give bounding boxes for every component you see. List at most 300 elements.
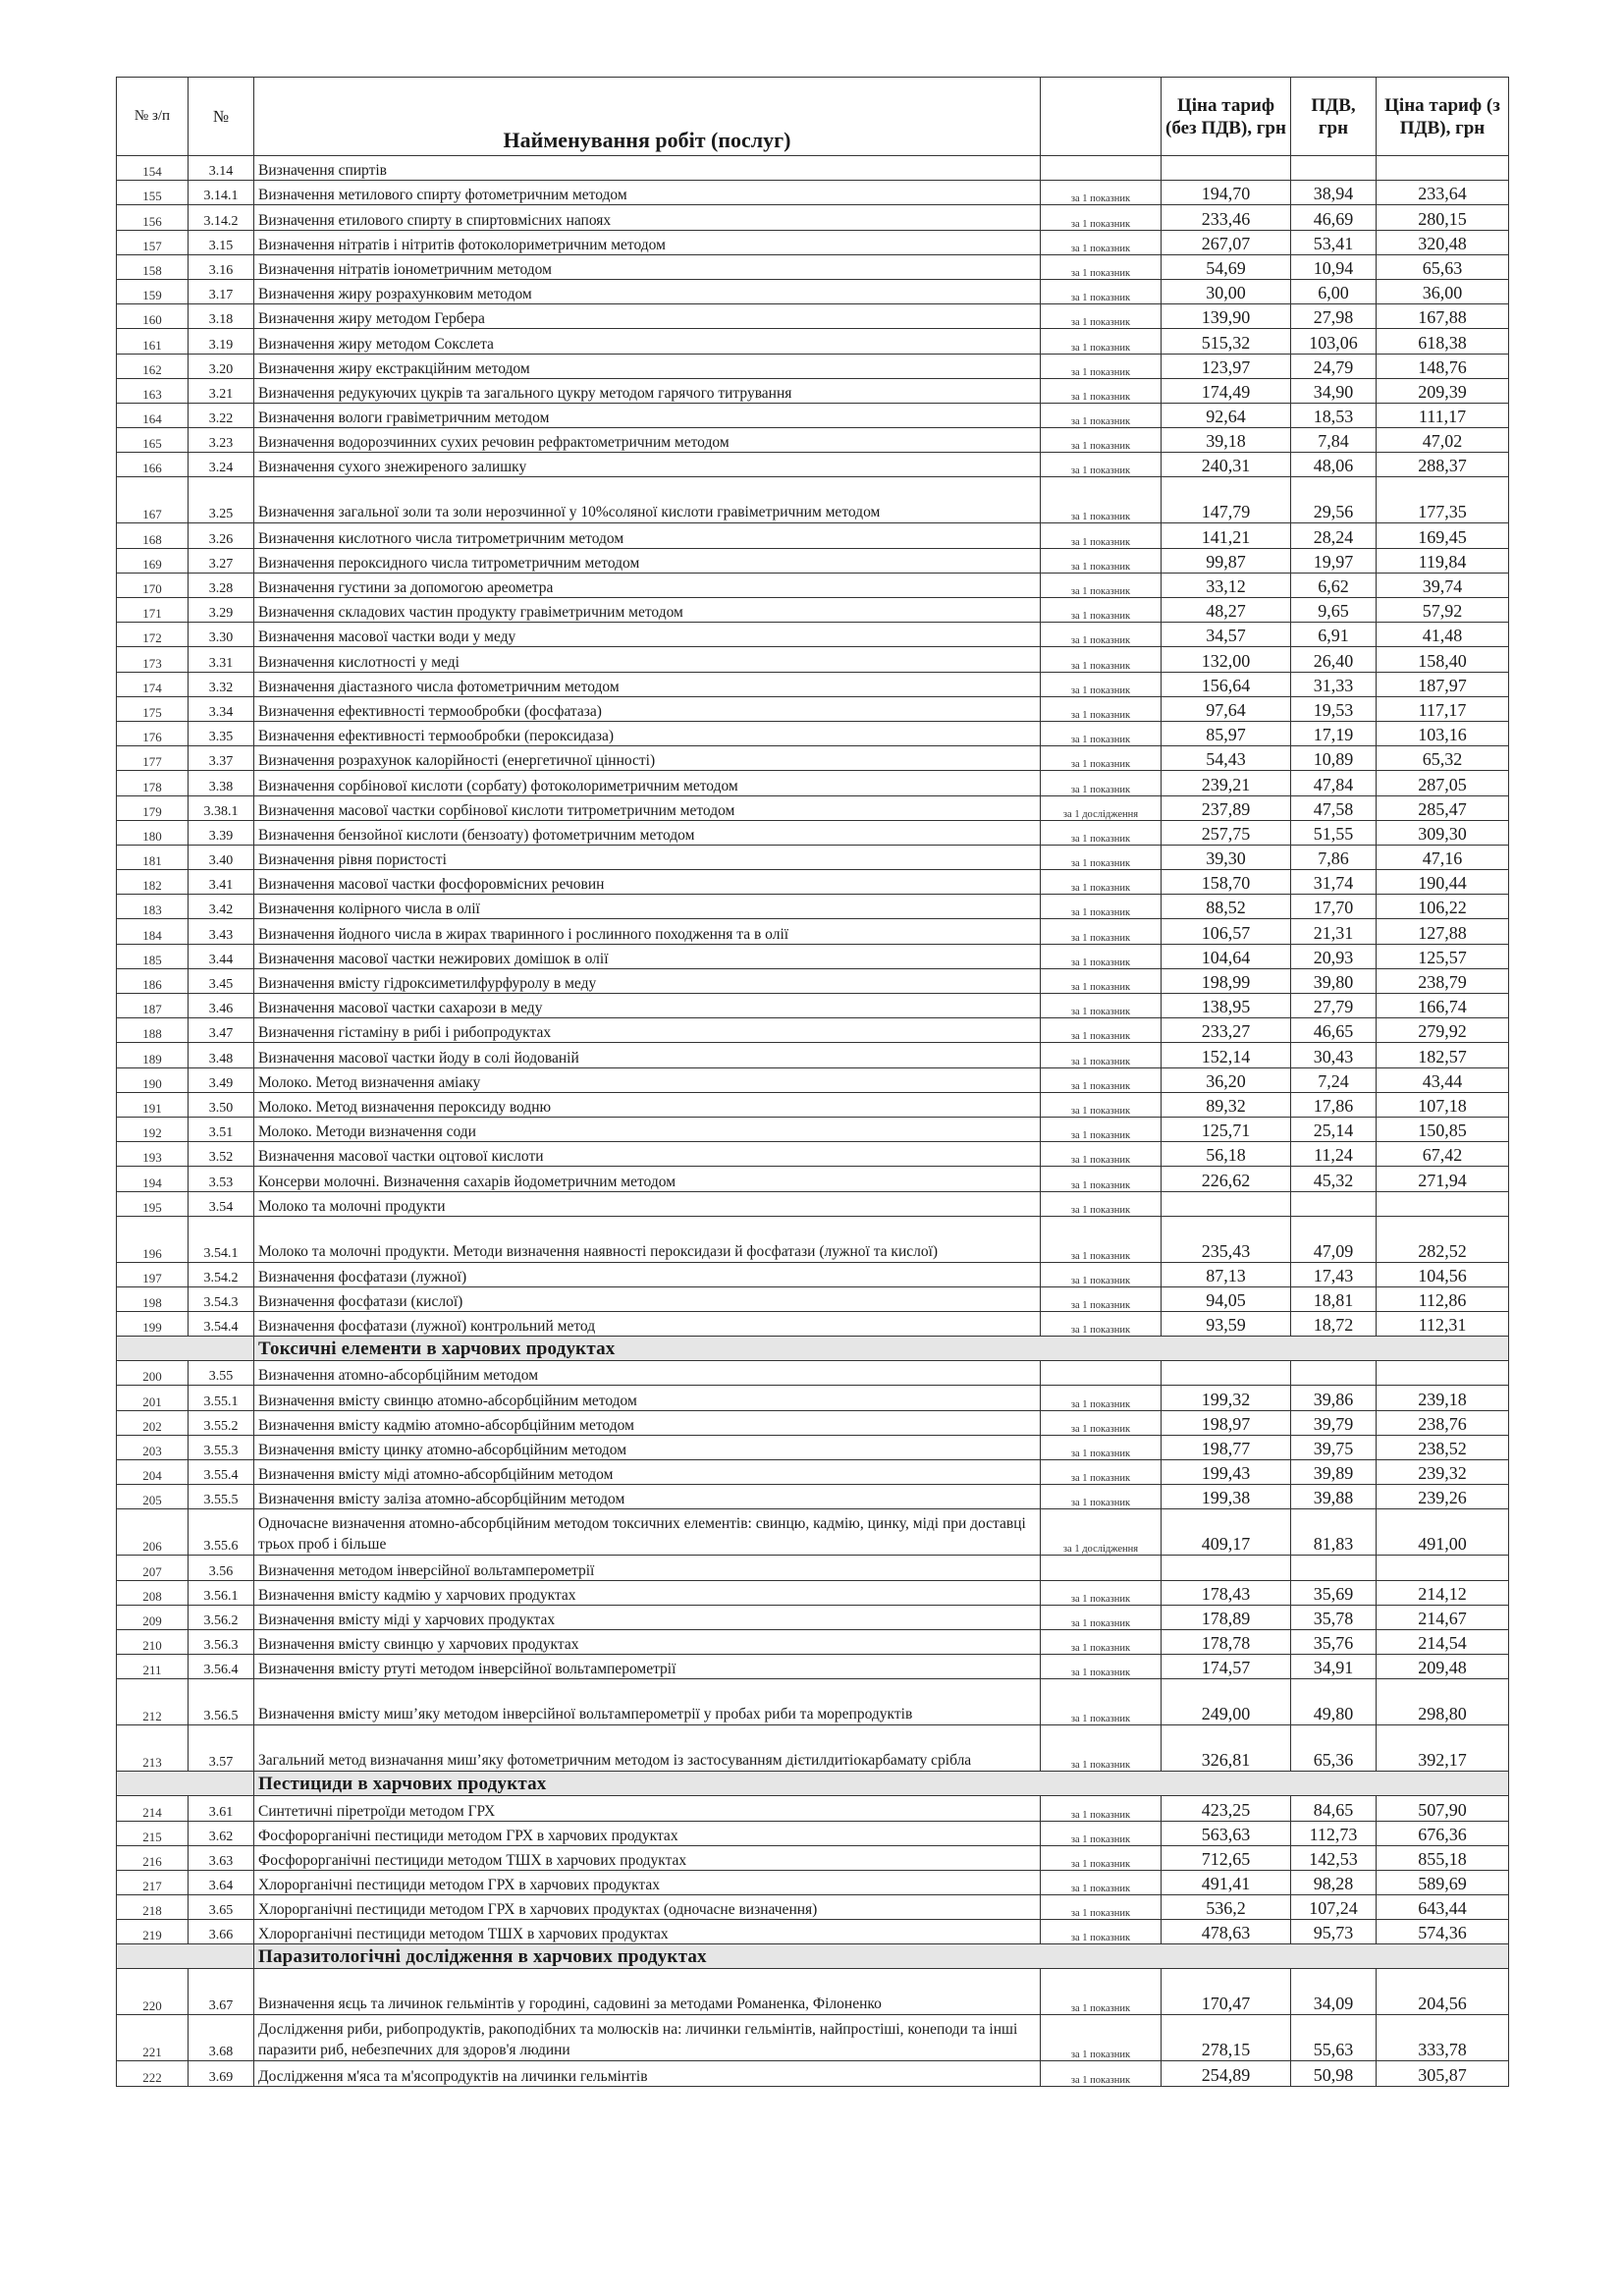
cell-price-no-vat: 99,87	[1162, 548, 1291, 573]
cell-price-with-vat: 166,74	[1377, 994, 1509, 1018]
cell-row-number: 198	[117, 1286, 189, 1311]
cell-row-number: 211	[117, 1655, 189, 1679]
cell-vat: 39,86	[1291, 1386, 1377, 1410]
cell-price-no-vat: 56,18	[1162, 1142, 1291, 1167]
cell-unit: за 1 показник	[1041, 1018, 1162, 1043]
cell-price-no-vat: 198,99	[1162, 968, 1291, 993]
cell-code: 3.34	[189, 696, 254, 721]
cell-vat: 10,94	[1291, 254, 1377, 279]
cell-price-no-vat: 34,57	[1162, 623, 1291, 647]
cell-unit: за 1 показник	[1041, 2015, 1162, 2061]
cell-vat	[1291, 156, 1377, 181]
table-row	[117, 1920, 1509, 1944]
cell-service-name: Визначення масової частки сорбінової кислоти титрометричним методом	[254, 795, 1041, 820]
cell-vat: 38,94	[1291, 181, 1377, 205]
cell-price-no-vat: 409,17	[1162, 1509, 1291, 1556]
cell-row-number: 167	[117, 477, 189, 523]
cell-price-no-vat: 54,43	[1162, 746, 1291, 771]
cell-price-with-vat: 676,36	[1377, 1821, 1509, 1845]
cell-code: 3.55.3	[189, 1435, 254, 1459]
cell-row-number: 186	[117, 968, 189, 993]
cell-code: 3.55.2	[189, 1410, 254, 1435]
cell-vat: 6,91	[1291, 623, 1377, 647]
table-row	[117, 1485, 1509, 1509]
cell-unit: за 1 показник	[1041, 944, 1162, 968]
cell-row-number: 208	[117, 1580, 189, 1605]
cell-service-name: Визначення сорбінової кислоти (сорбату) фотоколориметричним методом	[254, 771, 1041, 795]
cell-code: 3.53	[189, 1167, 254, 1191]
table-row	[117, 1845, 1509, 1870]
cell-row-number: 162	[117, 354, 189, 378]
cell-price-with-vat: 507,90	[1377, 1796, 1509, 1821]
cell-service-name: Молоко та молочні продукти. Методи визначення наявності пероксидази й фосфатази (лужної та кислої)	[254, 1216, 1041, 1262]
cell-vat: 35,78	[1291, 1605, 1377, 1629]
cell-price-no-vat: 267,07	[1162, 230, 1291, 254]
cell-code: 3.39	[189, 820, 254, 845]
cell-row-number: 218	[117, 1895, 189, 1920]
section-spacer	[117, 1944, 254, 1969]
cell-vat: 51,55	[1291, 820, 1377, 845]
cell-price-with-vat	[1377, 1361, 1509, 1386]
cell-service-name: Визначення жиру методом Гербера	[254, 304, 1041, 329]
cell-price-no-vat: 39,18	[1162, 428, 1291, 453]
cell-service-name: Визначення спиртів	[254, 156, 1041, 181]
cell-service-name: Дослідження риби, рибопродуктів, ракоподібних та молюсків на: личинки гельмінтів, найпростіші, конеподи та інші паразити риб, небезпечних для здоров'я людини	[254, 2015, 1041, 2061]
cell-service-name: Молоко. Методи визначення соди	[254, 1117, 1041, 1141]
table-row	[117, 647, 1509, 672]
cell-price-with-vat: 41,48	[1377, 623, 1509, 647]
cell-code: 3.56.5	[189, 1679, 254, 1725]
cell-unit: за 1 показник	[1041, 378, 1162, 403]
table-row	[117, 1679, 1509, 1725]
cell-unit: за 1 показник	[1041, 1895, 1162, 1920]
cell-row-number: 202	[117, 1410, 189, 1435]
cell-service-name: Визначення нітратів іонометричним методом	[254, 254, 1041, 279]
cell-price-with-vat: 643,44	[1377, 1895, 1509, 1920]
cell-code: 3.67	[189, 1969, 254, 2015]
cell-row-number: 207	[117, 1556, 189, 1580]
cell-row-number: 177	[117, 746, 189, 771]
cell-service-name: Визначення густини за допомогою ареометра	[254, 573, 1041, 597]
cell-unit: за 1 показник	[1041, 1312, 1162, 1337]
cell-price-no-vat: 125,71	[1162, 1117, 1291, 1141]
cell-unit: за 1 показник	[1041, 254, 1162, 279]
cell-row-number: 182	[117, 870, 189, 895]
cell-price-with-vat: 204,56	[1377, 1969, 1509, 2015]
cell-unit: за 1 показник	[1041, 598, 1162, 623]
cell-service-name: Визначення колірного числа в олії	[254, 895, 1041, 919]
cell-price-no-vat: 97,64	[1162, 696, 1291, 721]
cell-price-no-vat: 132,00	[1162, 647, 1291, 672]
cell-service-name: Синтетичні піретроїди методом ГРХ	[254, 1796, 1041, 1821]
cell-unit: за 1 показник	[1041, 453, 1162, 477]
cell-price-no-vat: 89,32	[1162, 1092, 1291, 1117]
cell-row-number: 166	[117, 453, 189, 477]
cell-vat: 19,53	[1291, 696, 1377, 721]
cell-code: 3.26	[189, 523, 254, 548]
cell-service-name: Визначення жиру методом Сокслета	[254, 329, 1041, 354]
cell-unit: за 1 показник	[1041, 1067, 1162, 1092]
cell-price-no-vat: 87,13	[1162, 1262, 1291, 1286]
cell-code: 3.62	[189, 1821, 254, 1845]
cell-unit: за 1 показник	[1041, 1386, 1162, 1410]
cell-service-name: Визначення вмісту миш’яку методом інверсійної вольтамперометрії у пробах риби та морепродуктів	[254, 1679, 1041, 1725]
cell-unit: за 1 показник	[1041, 1191, 1162, 1216]
cell-service-name: Консерви молочні. Визначення сахарів йодометричним методом	[254, 1167, 1041, 1191]
cell-vat: 7,24	[1291, 1067, 1377, 1092]
cell-code: 3.40	[189, 845, 254, 869]
cell-service-name: Визначення розрахунок калорійності (енергетичної цінності)	[254, 746, 1041, 771]
table-row	[117, 1386, 1509, 1410]
cell-service-name: Молоко. Метод визначення пероксиду водню	[254, 1092, 1041, 1117]
table-row	[117, 1361, 1509, 1386]
cell-price-no-vat: 278,15	[1162, 2015, 1291, 2061]
cell-row-number: 213	[117, 1725, 189, 1772]
cell-row-number: 220	[117, 1969, 189, 2015]
cell-unit: за 1 дослідження	[1041, 795, 1162, 820]
cell-code: 3.43	[189, 919, 254, 944]
cell-unit: за 1 показник	[1041, 1605, 1162, 1629]
cell-code: 3.50	[189, 1092, 254, 1117]
cell-row-number: 165	[117, 428, 189, 453]
cell-price-no-vat: 257,75	[1162, 820, 1291, 845]
cell-row-number: 170	[117, 573, 189, 597]
cell-price-with-vat: 65,32	[1377, 746, 1509, 771]
cell-service-name: Визначення масової частки оцтової кислоти	[254, 1142, 1041, 1167]
cell-unit: за 1 показник	[1041, 2061, 1162, 2086]
cell-vat: 98,28	[1291, 1870, 1377, 1894]
cell-price-no-vat: 147,79	[1162, 477, 1291, 523]
cell-service-name: Визначення масової частки йоду в солі йодованій	[254, 1043, 1041, 1067]
table-row	[117, 1969, 1509, 2015]
cell-price-no-vat: 491,41	[1162, 1870, 1291, 1894]
cell-service-name: Визначення жиру розрахунковим методом	[254, 279, 1041, 303]
cell-price-no-vat: 174,49	[1162, 378, 1291, 403]
cell-service-name: Дослідження м'яса та м'ясопродуктів на личинки гельмінтів	[254, 2061, 1041, 2086]
table-row	[117, 1067, 1509, 1092]
cell-service-name: Визначення йодного числа в жирах тваринного і рослинного походження та в олії	[254, 919, 1041, 944]
cell-code: 3.66	[189, 1920, 254, 1944]
table-row	[117, 1312, 1509, 1337]
cell-row-number: 169	[117, 548, 189, 573]
cell-vat: 17,43	[1291, 1262, 1377, 1286]
section-spacer	[117, 1337, 254, 1361]
cell-price-with-vat: 574,36	[1377, 1920, 1509, 1944]
cell-code: 3.49	[189, 1067, 254, 1092]
cell-service-name: Визначення складових частин продукту гравіметричним методом	[254, 598, 1041, 623]
cell-price-with-vat: 238,79	[1377, 968, 1509, 993]
cell-price-with-vat: 103,16	[1377, 721, 1509, 745]
cell-price-no-vat: 235,43	[1162, 1216, 1291, 1262]
cell-price-no-vat: 254,89	[1162, 2061, 1291, 2086]
cell-row-number: 184	[117, 919, 189, 944]
cell-vat: 31,33	[1291, 672, 1377, 696]
cell-price-no-vat: 39,30	[1162, 845, 1291, 869]
table-row	[117, 1580, 1509, 1605]
table-row	[117, 1117, 1509, 1141]
cell-code: 3.56.4	[189, 1655, 254, 1679]
table-row	[117, 721, 1509, 745]
cell-row-number: 215	[117, 1821, 189, 1845]
table-row	[117, 1605, 1509, 1629]
cell-row-number: 159	[117, 279, 189, 303]
cell-unit: за 1 показник	[1041, 746, 1162, 771]
cell-code: 3.14.1	[189, 181, 254, 205]
price-list-document	[116, 77, 1508, 2087]
cell-price-no-vat: 158,70	[1162, 870, 1291, 895]
cell-row-number: 180	[117, 820, 189, 845]
cell-unit: за 1 показник	[1041, 1485, 1162, 1509]
cell-unit: за 1 показник	[1041, 820, 1162, 845]
cell-service-name: Молоко. Метод визначення аміаку	[254, 1067, 1041, 1092]
cell-row-number: 196	[117, 1216, 189, 1262]
cell-row-number: 219	[117, 1920, 189, 1944]
cell-vat: 46,65	[1291, 1018, 1377, 1043]
table-row	[117, 672, 1509, 696]
cell-service-name: Хлорорганічні пестициди методом ГРХ в харчових продуктах	[254, 1870, 1041, 1894]
cell-price-with-vat: 57,92	[1377, 598, 1509, 623]
cell-vat: 112,73	[1291, 1821, 1377, 1845]
cell-price-no-vat: 712,65	[1162, 1845, 1291, 1870]
table-row	[117, 354, 1509, 378]
cell-price-with-vat: 239,32	[1377, 1460, 1509, 1485]
cell-price-with-vat: 107,18	[1377, 1092, 1509, 1117]
cell-code: 3.44	[189, 944, 254, 968]
cell-vat: 25,14	[1291, 1117, 1377, 1141]
table-row	[117, 573, 1509, 597]
cell-service-name: Визначення вмісту гідроксиметилфурфуролу в меду	[254, 968, 1041, 993]
cell-code: 3.42	[189, 895, 254, 919]
cell-service-name: Визначення вмісту ртуті методом інверсійної вольтамперометрії	[254, 1655, 1041, 1679]
cell-unit: за 1 показник	[1041, 279, 1162, 303]
cell-code: 3.20	[189, 354, 254, 378]
cell-unit: за 1 показник	[1041, 354, 1162, 378]
section-title: Паразитологічні дослідження в харчових продуктах	[254, 1944, 1509, 1969]
table-row	[117, 870, 1509, 895]
table-row	[117, 895, 1509, 919]
cell-code: 3.25	[189, 477, 254, 523]
cell-row-number: 192	[117, 1117, 189, 1141]
cell-vat: 20,93	[1291, 944, 1377, 968]
cell-service-name: Визначення діастазного числа фотометричним методом	[254, 672, 1041, 696]
section-title: Токсичні елементи в харчових продуктах	[254, 1337, 1509, 1361]
cell-price-no-vat: 423,25	[1162, 1796, 1291, 1821]
cell-code: 3.55.6	[189, 1509, 254, 1556]
cell-price-no-vat: 178,89	[1162, 1605, 1291, 1629]
cell-price-with-vat: 209,39	[1377, 378, 1509, 403]
cell-unit: за 1 показник	[1041, 1262, 1162, 1286]
table-row	[117, 304, 1509, 329]
cell-price-no-vat: 92,64	[1162, 403, 1291, 427]
price-table	[116, 77, 1509, 2087]
cell-unit: за 1 показник	[1041, 477, 1162, 523]
cell-vat: 103,06	[1291, 329, 1377, 354]
cell-price-no-vat: 226,62	[1162, 1167, 1291, 1191]
cell-code: 3.23	[189, 428, 254, 453]
cell-price-with-vat: 618,38	[1377, 329, 1509, 354]
cell-service-name: Визначення рівня пористості	[254, 845, 1041, 869]
cell-code: 3.64	[189, 1870, 254, 1894]
cell-row-number: 164	[117, 403, 189, 427]
cell-price-no-vat: 85,97	[1162, 721, 1291, 745]
table-row	[117, 1167, 1509, 1191]
cell-unit	[1041, 1556, 1162, 1580]
cell-price-with-vat: 106,22	[1377, 895, 1509, 919]
cell-price-no-vat: 194,70	[1162, 181, 1291, 205]
cell-unit: за 1 показник	[1041, 647, 1162, 672]
cell-vat: 47,84	[1291, 771, 1377, 795]
cell-service-name: Визначення вологи гравіметричним методом	[254, 403, 1041, 427]
cell-unit: за 1 показник	[1041, 1410, 1162, 1435]
cell-service-name: Визначення водорозчинних сухих речовин рефрактометричним методом	[254, 428, 1041, 453]
cell-unit: за 1 показник	[1041, 1725, 1162, 1772]
cell-service-name: Визначення метилового спирту фотометричним методом	[254, 181, 1041, 205]
cell-row-number: 206	[117, 1509, 189, 1556]
cell-vat: 17,86	[1291, 1092, 1377, 1117]
cell-service-name: Визначення атомно-абсорбційним методом	[254, 1361, 1041, 1386]
cell-row-number: 203	[117, 1435, 189, 1459]
cell-unit: за 1 показник	[1041, 428, 1162, 453]
cell-vat: 26,40	[1291, 647, 1377, 672]
cell-service-name: Визначення вмісту кадмію у харчових продуктах	[254, 1580, 1041, 1605]
cell-price-with-vat: 233,64	[1377, 181, 1509, 205]
cell-row-number: 158	[117, 254, 189, 279]
cell-vat: 142,53	[1291, 1845, 1377, 1870]
cell-vat: 65,36	[1291, 1725, 1377, 1772]
cell-vat: 18,81	[1291, 1286, 1377, 1311]
cell-vat: 39,88	[1291, 1485, 1377, 1509]
cell-row-number: 173	[117, 647, 189, 672]
cell-price-with-vat: 127,88	[1377, 919, 1509, 944]
cell-vat: 47,09	[1291, 1216, 1377, 1262]
cell-unit: за 1 показник	[1041, 870, 1162, 895]
table-row	[117, 1655, 1509, 1679]
cell-vat: 47,58	[1291, 795, 1377, 820]
cell-row-number: 163	[117, 378, 189, 403]
cell-service-name: Визначення вмісту заліза атомно-абсорбційним методом	[254, 1485, 1041, 1509]
cell-code: 3.54.1	[189, 1216, 254, 1262]
cell-row-number: 193	[117, 1142, 189, 1167]
cell-row-number: 204	[117, 1460, 189, 1485]
cell-unit: за 1 показник	[1041, 623, 1162, 647]
cell-code: 3.56.3	[189, 1629, 254, 1654]
cell-service-name: Визначення методом інверсійної вольтамперометрії	[254, 1556, 1041, 1580]
table-row	[117, 746, 1509, 771]
table-row	[117, 598, 1509, 623]
cell-unit: за 1 показник	[1041, 1580, 1162, 1605]
cell-service-name: Визначення вмісту свинцю атомно-абсорбційним методом	[254, 1386, 1041, 1410]
cell-row-number: 209	[117, 1605, 189, 1629]
cell-service-name: Визначення пероксидного числа титрометричним методом	[254, 548, 1041, 573]
cell-vat: 95,73	[1291, 1920, 1377, 1944]
table-row	[117, 1556, 1509, 1580]
cell-service-name: Визначення масової частки сахарози в меду	[254, 994, 1041, 1018]
cell-price-with-vat: 214,67	[1377, 1605, 1509, 1629]
cell-price-no-vat: 170,47	[1162, 1969, 1291, 2015]
cell-vat: 27,98	[1291, 304, 1377, 329]
cell-price-no-vat: 199,38	[1162, 1485, 1291, 1509]
cell-code: 3.54	[189, 1191, 254, 1216]
cell-vat: 27,79	[1291, 994, 1377, 1018]
table-row	[117, 205, 1509, 230]
cell-vat: 11,24	[1291, 1142, 1377, 1167]
cell-row-number: 171	[117, 598, 189, 623]
cell-service-name: Визначення сухого знежиреного залишку	[254, 453, 1041, 477]
cell-price-no-vat: 54,69	[1162, 254, 1291, 279]
cell-row-number: 168	[117, 523, 189, 548]
cell-price-with-vat: 288,37	[1377, 453, 1509, 477]
table-row	[117, 1629, 1509, 1654]
table-row	[117, 1191, 1509, 1216]
cell-price-no-vat: 106,57	[1162, 919, 1291, 944]
header-row-number: № з/п	[117, 78, 189, 156]
table-row	[117, 994, 1509, 1018]
cell-code: 3.22	[189, 403, 254, 427]
cell-price-with-vat: 104,56	[1377, 1262, 1509, 1286]
cell-price-no-vat: 48,27	[1162, 598, 1291, 623]
cell-unit: за 1 показник	[1041, 1679, 1162, 1725]
table-row	[117, 2015, 1509, 2061]
cell-code: 3.21	[189, 378, 254, 403]
table-row	[117, 1821, 1509, 1845]
cell-vat: 34,91	[1291, 1655, 1377, 1679]
cell-unit: за 1 показник	[1041, 230, 1162, 254]
cell-vat: 7,84	[1291, 428, 1377, 453]
cell-row-number: 201	[117, 1386, 189, 1410]
table-row	[117, 1509, 1509, 1556]
cell-price-with-vat: 282,52	[1377, 1216, 1509, 1262]
cell-price-with-vat	[1377, 1191, 1509, 1216]
cell-unit: за 1 показник	[1041, 205, 1162, 230]
cell-price-with-vat: 209,48	[1377, 1655, 1509, 1679]
cell-service-name: Визначення яєць та личинок гельмінтів у городині, садовині за методами Романенка, Філоненко	[254, 1969, 1041, 2015]
cell-vat: 6,62	[1291, 573, 1377, 597]
cell-row-number: 178	[117, 771, 189, 795]
table-row	[117, 1286, 1509, 1311]
cell-price-no-vat: 141,21	[1162, 523, 1291, 548]
cell-unit: за 1 показник	[1041, 994, 1162, 1018]
cell-unit	[1041, 1361, 1162, 1386]
cell-unit: за 1 показник	[1041, 304, 1162, 329]
table-row	[117, 428, 1509, 453]
cell-unit: за 1 показник	[1041, 696, 1162, 721]
cell-code: 3.24	[189, 453, 254, 477]
table-row	[117, 1460, 1509, 1485]
cell-vat: 29,56	[1291, 477, 1377, 523]
cell-unit: за 1 показник	[1041, 1821, 1162, 1845]
cell-price-no-vat: 174,57	[1162, 1655, 1291, 1679]
cell-price-no-vat: 178,78	[1162, 1629, 1291, 1654]
cell-unit: за 1 показник	[1041, 1629, 1162, 1654]
cell-price-with-vat: 182,57	[1377, 1043, 1509, 1067]
cell-service-name: Визначення вмісту міді у харчових продуктах	[254, 1605, 1041, 1629]
cell-code: 3.57	[189, 1725, 254, 1772]
table-row	[117, 1725, 1509, 1772]
cell-row-number: 172	[117, 623, 189, 647]
cell-unit: за 1 показник	[1041, 403, 1162, 427]
cell-code: 3.16	[189, 254, 254, 279]
cell-price-with-vat: 238,76	[1377, 1410, 1509, 1435]
cell-service-name: Хлорорганічні пестициди методом ГРХ в харчових продуктах (одночасне визначення)	[254, 1895, 1041, 1920]
cell-service-name: Визначення загальної золи та золи нерозчинної у 10%соляної кислоти гравіметричним методом	[254, 477, 1041, 523]
cell-price-with-vat	[1377, 1556, 1509, 1580]
cell-row-number: 216	[117, 1845, 189, 1870]
cell-vat: 31,74	[1291, 870, 1377, 895]
table-row	[117, 1262, 1509, 1286]
cell-vat: 21,31	[1291, 919, 1377, 944]
cell-unit: за 1 показник	[1041, 523, 1162, 548]
table-row	[117, 1092, 1509, 1117]
